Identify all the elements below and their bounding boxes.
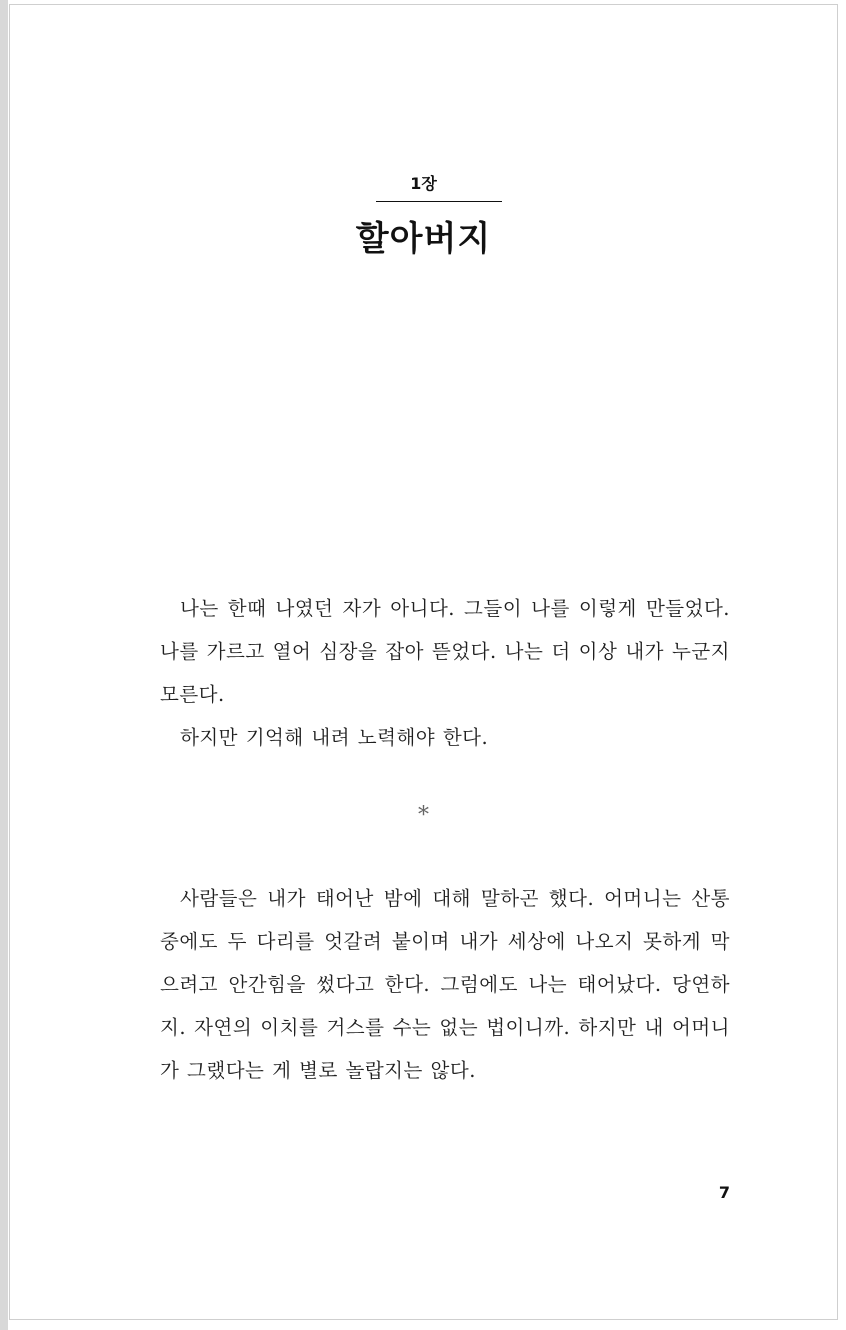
chapter-rule — [376, 201, 502, 202]
text-section-2 — [160, 877, 730, 1092]
book-page — [9, 4, 838, 1320]
section-separator: * — [418, 803, 429, 828]
text-section-1 — [160, 587, 730, 759]
left-scroll-strip — [0, 0, 8, 1330]
page-number: 7 — [718, 1183, 730, 1202]
chapter-title: 할아버지 — [355, 219, 492, 259]
paragraph: 나는 한때 나였던 자가 아니다. 그들이 나를 이렇게 만들었다. 나를 가르고 열어 심장을 잡아 뜯었다. 나는 더 이상 내가 누군지 모른다. — [160, 597, 730, 706]
paragraph: 하지만 기억해 내려 노력해야 한다. — [180, 726, 489, 749]
chapter-label: 1장 — [410, 174, 437, 193]
paragraph: 사람들은 내가 태어난 밤에 대해 말하곤 했다. 어머니는 산통 중에도 두 다리를 엇갈려 붙이며 내가 세상에 나오지 못하게 막으려고 안간힘을 썼다고 한다. 그럼에도 나는 태어났다. 당연하지. 자연의 이치를 거스를 수는 없는 법이니까. 하지만 내 어머니가 그랬다는 게 별로 놀랍지는 않다. — [160, 887, 730, 1082]
